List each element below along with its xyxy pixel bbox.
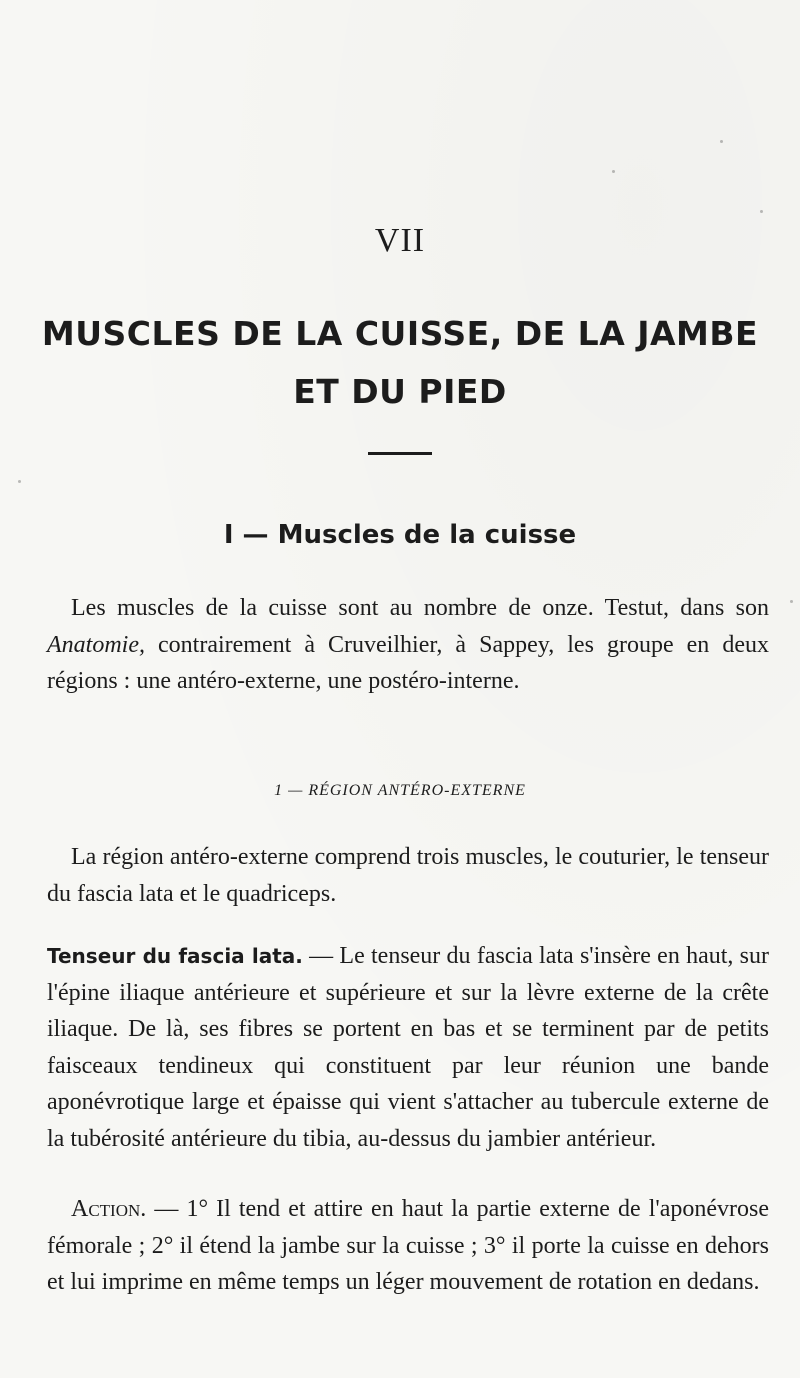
scan-speck [720, 140, 723, 143]
tenseur-heading: Tenseur du fascia lata. [47, 944, 303, 968]
scan-speck [790, 600, 793, 603]
chapter-title-line-1: MUSCLES DE LA CUISSE, DE LA JAMBE [41, 314, 759, 353]
action-text: — 1° Il tend et attire en haut la partie externe de l'aponévrose fémorale ; 2° il étend la jambe sur la cuisse ; 3° il porte la cuisse en dehors et lui imprime en même temps un léger mouvement de rotation en dedans. [47, 1196, 769, 1295]
chapter-number: VII [374, 222, 426, 259]
tenseur-paragraph [47, 938, 769, 1157]
intro-emphasis: Anatomie, [47, 631, 145, 658]
section-heading: I — Muscles de la cuisse [223, 520, 577, 550]
subsection-heading: 1 — RÉGION ANTÉRO-EXTERNE [274, 782, 526, 799]
intro-text-1: Les muscles de la cuisse sont au nombre de onze. Testut, dans son [71, 595, 769, 621]
title-divider [368, 452, 432, 455]
intro-text-2: contrairement à Cruveilhier, à Sappey, les groupe en deux régions : une antéro-externe, une postéro-interne. [47, 631, 769, 694]
action-label: Action. [71, 1196, 147, 1222]
scan-speck [18, 480, 21, 483]
chapter-title-line-2: ET DU PIED [293, 372, 507, 411]
action-paragraph [47, 1191, 769, 1301]
scan-speck [612, 170, 615, 173]
scan-speck [760, 210, 763, 213]
region-paragraph: La région antéro-externe comprend trois muscles, le couturier, le tenseur du fascia lata et le quadriceps. [47, 844, 769, 907]
intro-paragraph [47, 590, 769, 700]
tenseur-text: — Le tenseur du fascia lata s'insère en haut, sur l'épine iliaque antérieure et supérieure et sur la lèvre externe de la crête iliaque. De là, ses fibres se portent en bas et se terminent par de petits faisceaux tendineux qui constituent par leur réunion une bande aponévrotique large et épaisse qui vient s'attacher au tubercule externe de la tubérosité antérieure du tibia, au-dessus du jambier antérieur. [47, 943, 769, 1152]
chapter-title [30, 305, 770, 421]
